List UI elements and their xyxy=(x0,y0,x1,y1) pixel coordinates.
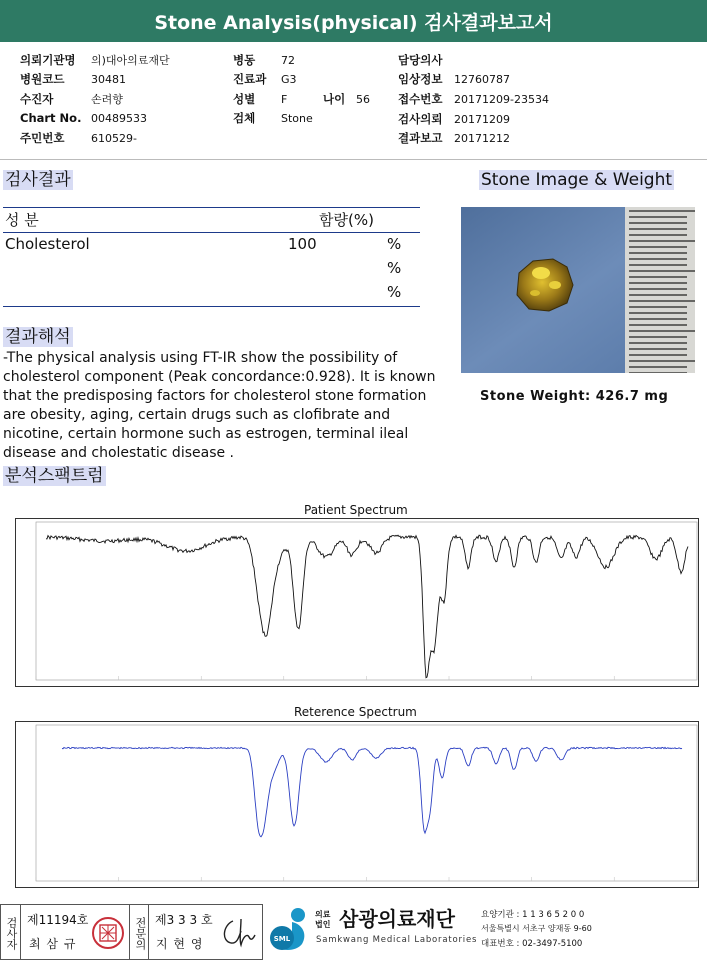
logo-text: SML xyxy=(273,935,291,943)
table-bottom-rule xyxy=(3,306,420,307)
patient-spectrum-line xyxy=(46,535,688,678)
doctor-signature xyxy=(219,915,257,949)
field-chart-no: Chart No. 00489533 xyxy=(20,111,147,125)
field-physician: 담당의사 xyxy=(398,53,443,67)
doctor-name: 지 현 영 xyxy=(156,937,204,951)
report-footer xyxy=(0,900,707,965)
result-unit: % xyxy=(387,235,402,253)
field-specimen: 검체 Stone xyxy=(233,111,313,125)
examiner-label: 검사자 xyxy=(1,905,21,959)
result-content: 100 xyxy=(288,235,317,253)
sml-logo-icon xyxy=(268,906,312,954)
field-clinical-info: 임상정보 12760787 xyxy=(398,72,510,86)
field-request-date: 검사의뢰 20171209 xyxy=(398,112,510,126)
institution-code: 요양기관 : 1 1 3 6 5 2 0 0 xyxy=(481,910,585,920)
patient-info xyxy=(0,42,707,160)
org-english-name: Samkwang Medical Laboratories xyxy=(316,935,478,945)
table-top-rule xyxy=(3,207,420,208)
result-component: Cholesterol xyxy=(5,235,90,253)
org-prefix: 의료법인 xyxy=(315,910,331,929)
doctor-label: 전문의 xyxy=(129,905,149,959)
col-header-content: 함량(%) xyxy=(319,211,374,229)
interpretation-section-title: 결과해석 xyxy=(5,327,71,347)
org-phone: 대표번호 : 02-3497-5100 xyxy=(481,939,583,949)
result-unit: % xyxy=(387,283,402,301)
table-header-rule xyxy=(3,232,420,233)
field-requesting-institution: 의뢰기관명 의)대아의료재단 xyxy=(20,53,170,67)
field-report-date: 결과보고 20171212 xyxy=(398,131,510,145)
field-hospital-code: 병원코드 30481 xyxy=(20,72,126,86)
reference-spectrum-line xyxy=(62,747,682,837)
patient-spectrum-chart xyxy=(15,518,699,687)
stone-photo xyxy=(461,207,695,373)
spectrum-section-title: 분석스팩트럼 xyxy=(5,466,104,486)
examiner-name: 최 삼 규 xyxy=(29,937,77,951)
stone-section-title: Stone Image & Weight xyxy=(481,170,673,190)
reference-spectrum-title: Reterence Spectrum xyxy=(294,705,417,719)
field-department: 진료과 G3 xyxy=(233,72,297,86)
reference-spectrum-chart xyxy=(15,721,699,888)
examiner-seal xyxy=(91,916,125,950)
field-resident-no: 주민번호 610529- xyxy=(20,131,137,145)
result-unit: % xyxy=(387,259,402,277)
doctor-license-no: 제3 3 3 호 xyxy=(155,913,213,927)
signature-box xyxy=(0,904,263,960)
patient-spectrum-title: Patient Spectrum xyxy=(304,503,408,517)
field-sex: 성별 F xyxy=(233,92,288,106)
col-header-component: 성 분 xyxy=(5,211,39,229)
interpretation-text: -The physical analysis using FT-IR show the possibility of cholesterol component (Peak concordance:0.928). It is known that the predisposing factors for cholesterol stone formation are obesity, aging, certain drugs such as clofibrate and nicotine, certain hormone such as estrogen, terminal ileal disease and cholestatic disease . xyxy=(3,350,436,461)
stone-weight: Stone Weight: 426.7 mg xyxy=(480,389,669,404)
field-ward: 병동 72 xyxy=(233,53,295,67)
org-name: 삼광의료재단 xyxy=(339,907,455,931)
field-patient-name: 수진자 손려향 xyxy=(20,92,123,106)
results-section-title: 검사결과 xyxy=(5,170,71,190)
field-age: 나이 56 xyxy=(323,92,370,106)
org-address: 서울특별시 서초구 양재동 9-60 xyxy=(481,924,592,933)
examiner-license-no: 제11194호 xyxy=(27,913,89,927)
field-accession-no: 접수번호 20171209-23534 xyxy=(398,92,549,106)
report-title: Stone Analysis(physical) 검사결과보고서 xyxy=(0,0,707,42)
